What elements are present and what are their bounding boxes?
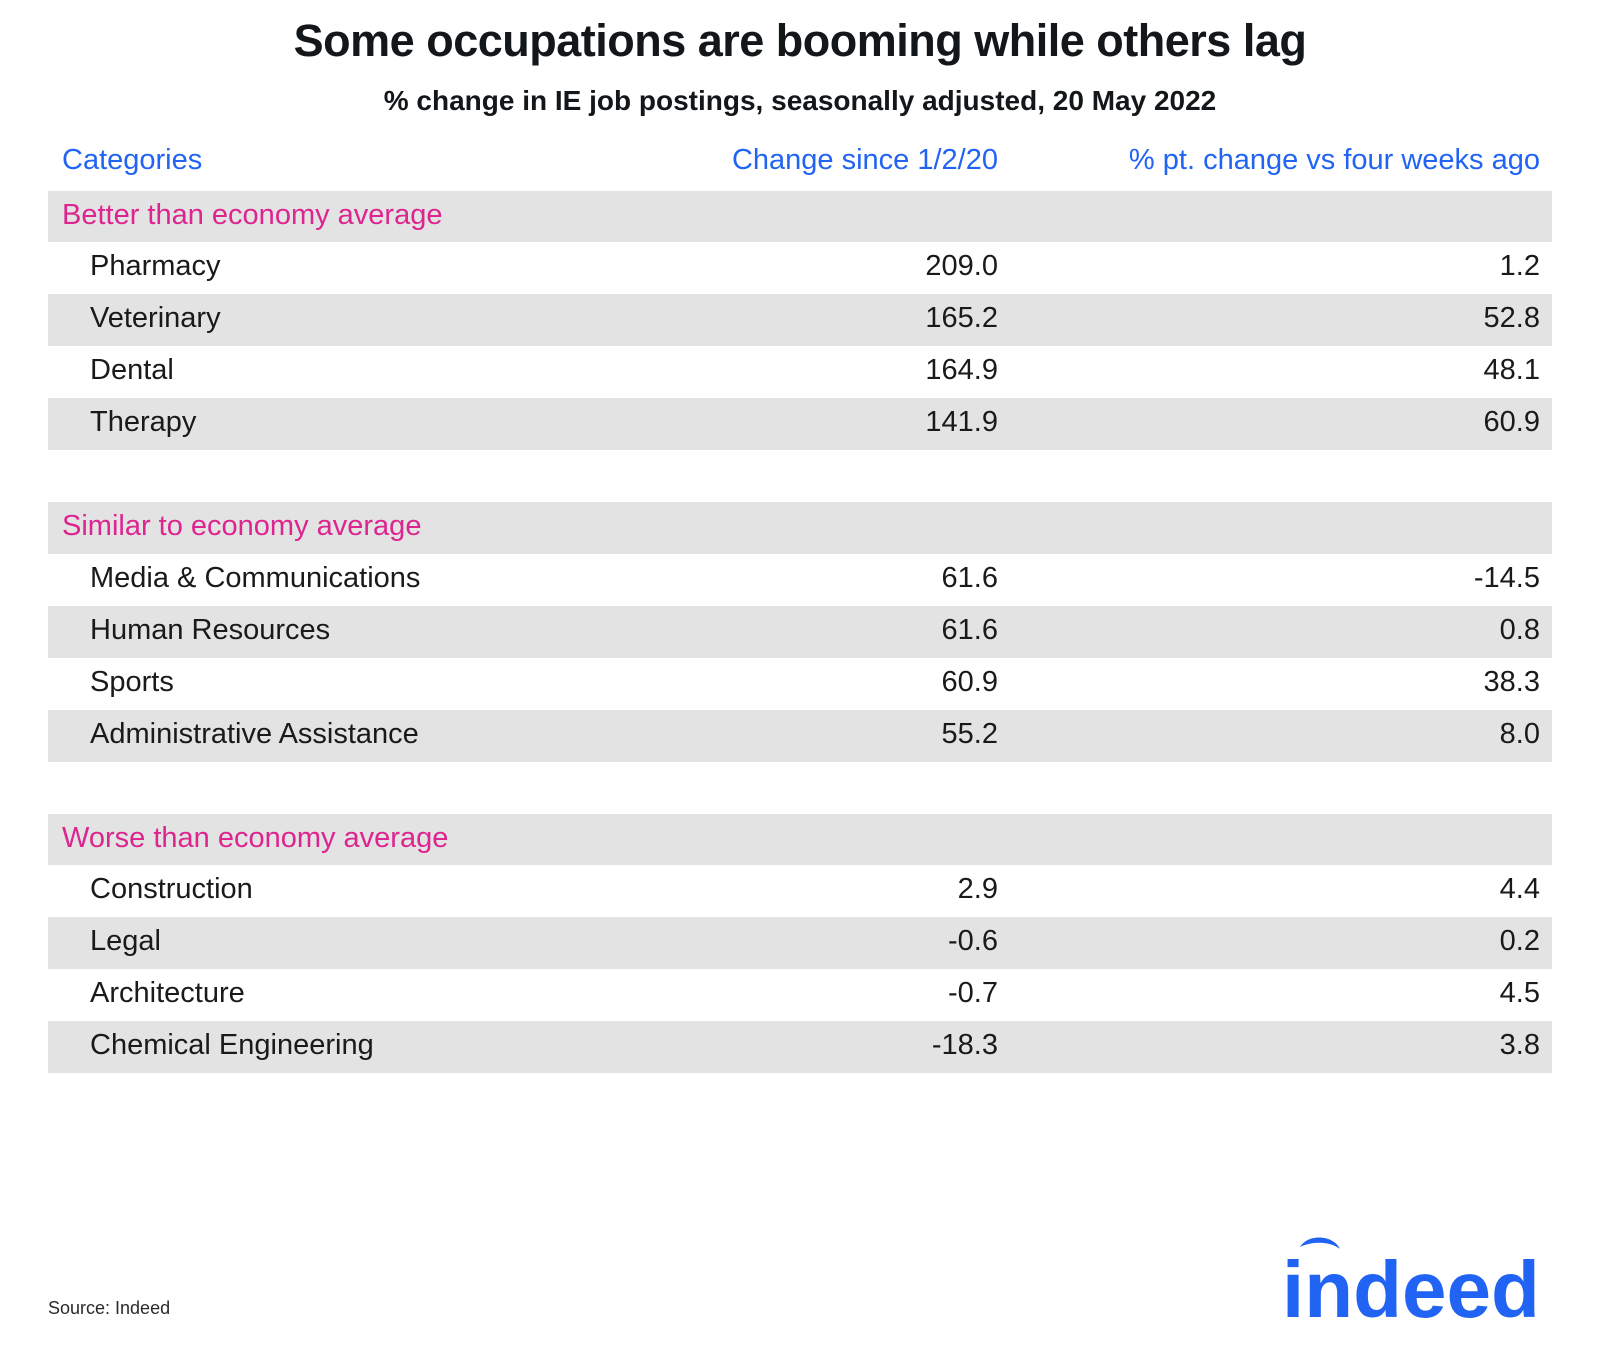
occupations-table: [48, 140, 1552, 1073]
cell-category: Therapy: [48, 398, 660, 450]
chart-page: [0, 14, 1600, 1363]
cell-change-since: -0.6: [660, 917, 1010, 969]
group-header-row: [48, 814, 1552, 866]
table-row: [48, 1021, 1552, 1073]
indeed-logo: [1274, 1233, 1554, 1329]
column-header-pt-change: % pt. change vs four weeks ago: [1128, 143, 1540, 176]
cell-category: Construction: [90, 873, 253, 906]
cell-change-since: 2.9: [957, 873, 998, 906]
table-row: [48, 294, 1552, 346]
table-row: [48, 710, 1552, 762]
cell-pt-change: 4.5: [1499, 977, 1540, 1010]
group-header-label: Better than economy average: [48, 191, 1552, 243]
spacer-cell: [48, 450, 1552, 502]
column-header-change-since: Change since 1/2/20: [731, 143, 998, 176]
cell-pt-change: 0.2: [1010, 917, 1552, 969]
cell-change-since: 60.9: [941, 665, 998, 698]
cell-pt-change: 48.1: [1483, 354, 1540, 387]
group-header-row: [48, 191, 1552, 243]
table-row: [48, 346, 1552, 398]
cell-change-since: -18.3: [660, 1021, 1010, 1073]
table-row: [48, 554, 1552, 606]
column-header-categories: Categories: [62, 143, 203, 176]
table-header-row: [48, 140, 1552, 191]
cell-category: Chemical Engineering: [48, 1021, 660, 1073]
cell-category: Human Resources: [48, 606, 660, 658]
group-header-row: [48, 502, 1552, 554]
page-subtitle: % change in IE job postings, seasonally adjusted, 20 May 2022: [383, 85, 1217, 116]
source-note: Source: Indeed: [48, 1298, 171, 1318]
table-row: [48, 917, 1552, 969]
cell-category: Architecture: [90, 977, 245, 1010]
cell-change-since: 61.6: [660, 606, 1010, 658]
table-row: [48, 606, 1552, 658]
table-row: [48, 242, 1552, 294]
cell-pt-change: 52.8: [1010, 294, 1552, 346]
group-header-label: Worse than economy average: [48, 814, 1552, 866]
cell-change-since: 55.2: [660, 710, 1010, 762]
table-row: [48, 865, 1552, 917]
cell-pt-change: 38.3: [1483, 665, 1540, 698]
table-row: [48, 658, 1552, 710]
table-body: [48, 191, 1552, 1073]
cell-pt-change: -14.5: [1473, 561, 1540, 594]
cell-category: Pharmacy: [90, 250, 221, 283]
table-row: [48, 969, 1552, 1021]
group-header-label: Similar to economy average: [48, 502, 1552, 554]
cell-change-since: 209.0: [925, 250, 998, 283]
cell-category: Media & Communications: [90, 561, 421, 594]
cell-change-since: 165.2: [660, 294, 1010, 346]
cell-category: Veterinary: [48, 294, 660, 346]
cell-change-since: 164.9: [925, 354, 998, 387]
cell-change-since: 61.6: [941, 561, 998, 594]
svg-text:indeed: indeed: [1282, 1245, 1540, 1329]
cell-category: Legal: [48, 917, 660, 969]
group-spacer: [48, 450, 1552, 502]
spacer-cell: [48, 762, 1552, 814]
page-title: Some occupations are booming while others lag: [293, 15, 1307, 66]
table-row: [48, 398, 1552, 450]
cell-pt-change: 0.8: [1010, 606, 1552, 658]
cell-category: Dental: [90, 354, 174, 387]
cell-category: Sports: [90, 665, 174, 698]
cell-pt-change: 8.0: [1010, 710, 1552, 762]
cell-pt-change: 60.9: [1010, 398, 1552, 450]
cell-category: Administrative Assistance: [48, 710, 660, 762]
cell-change-since: 141.9: [660, 398, 1010, 450]
cell-pt-change: 1.2: [1499, 250, 1540, 283]
cell-pt-change: 3.8: [1010, 1021, 1552, 1073]
group-spacer: [48, 762, 1552, 814]
cell-change-since: -0.7: [948, 977, 998, 1010]
cell-pt-change: 4.4: [1499, 873, 1540, 906]
